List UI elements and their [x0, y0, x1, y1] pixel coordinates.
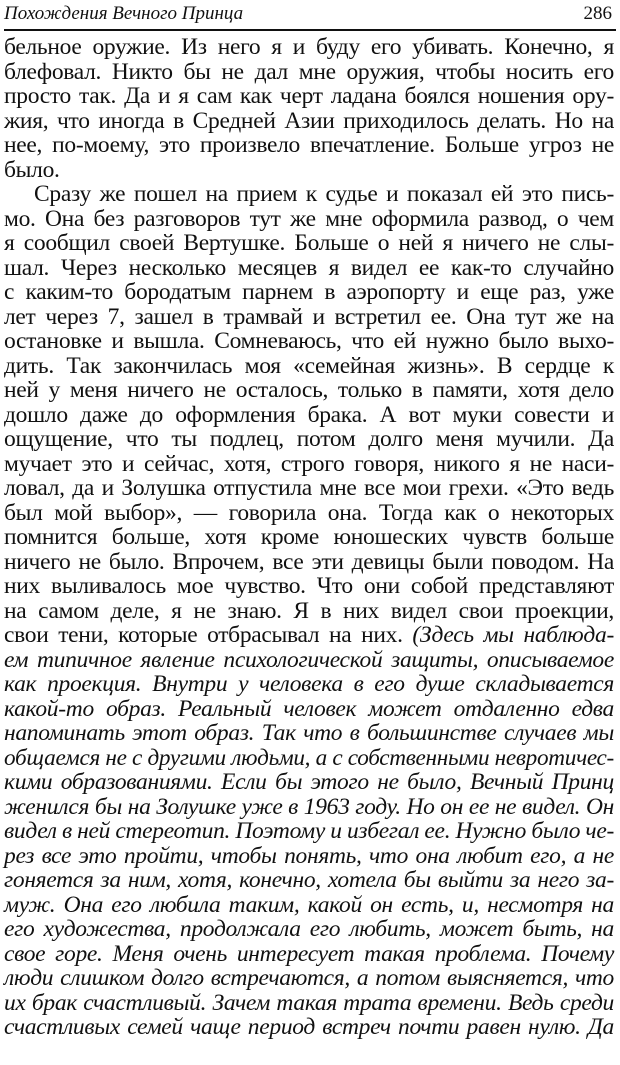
- text-line: [4, 795, 614, 820]
- page-number: 286: [583, 3, 612, 24]
- text-line-content: люди слишком долго встречаются, а потом выясняется, что: [4, 965, 614, 991]
- text-line: [4, 501, 614, 526]
- text-line-content: ем типичное явление психологической защиты, описываемое: [4, 646, 614, 673]
- text-line-content: счастливых семей чаще период встреч почти равен нулю. Да: [4, 1014, 614, 1040]
- running-title: Похождения Вечного Принца: [4, 3, 244, 24]
- text-line: [4, 35, 614, 60]
- text-line-content: как проекция. Внутри у человека в его душе складывается: [4, 671, 614, 697]
- text-line: [4, 525, 614, 550]
- text-line: [4, 844, 614, 869]
- text-line-content: их брак счастливый. Зачем такая трата времени. Ведь среди: [4, 989, 614, 1016]
- text-line-content: рез все это пройти, чтобы понять, что она любит его, а не: [4, 842, 614, 869]
- body-text: [4, 35, 614, 1040]
- text-line: [4, 868, 614, 893]
- text-line: [4, 329, 614, 354]
- text-line: [4, 231, 614, 256]
- text-line: [4, 476, 614, 501]
- text-line: [4, 574, 614, 599]
- text-line: [4, 599, 614, 624]
- text-line: [4, 109, 614, 134]
- text-line-content: нее, по-моему, это произвело впечатление. Больше угроз не: [4, 132, 614, 158]
- text-line-content: блефовал. Никто бы не дал мне оружия, чтобы носить его: [4, 58, 614, 85]
- text-line: [4, 452, 614, 477]
- text-line-content: шал. Через несколько месяцев я видел ее как-то случайно: [4, 254, 614, 281]
- text-line: [4, 133, 614, 158]
- text-line-content: помнится больше, хотя кроме юношеских чувств больше: [4, 524, 614, 550]
- text-line-content: гоняется за ним, хотя, конечно, хотела бы выйти за него за-: [4, 867, 614, 893]
- text-line: [4, 746, 614, 771]
- text-line-content: лет через 7, зашел в трамвай и встретил ее. Она тут же на: [4, 303, 614, 330]
- text-line-content: свое горе. Меня очень интересует такая проблема. Почему: [4, 940, 614, 967]
- text-line: [4, 354, 614, 379]
- text-line-content: жия, что иногда в Средней Азии приходилось делать. Но на: [4, 107, 614, 134]
- text-line-content: дошло даже до оформления брака. А вот муки совести и: [4, 401, 614, 428]
- text-line: [4, 672, 614, 697]
- text-line-italic-tail: (Здесь мы наблюда-: [402, 622, 614, 648]
- text-line-content: свои тени, которые отбрасывал на них.: [4, 622, 403, 648]
- text-line-content: ощущение, что ты подлец, потом долго меня мучили. Да: [4, 426, 614, 452]
- text-line: [4, 991, 614, 1016]
- text-line-content: его художества, продолжала его любить, может быть, на: [4, 916, 614, 942]
- text-line: [4, 550, 614, 575]
- text-line-content: Сразу же пошел на прием к судье и показал ей это пись-: [34, 181, 614, 207]
- text-line: [4, 819, 614, 844]
- text-line-content: видел в ней стереотип. Поэтому и избегал ее. Нужно было че-: [4, 818, 614, 844]
- text-line: [4, 697, 614, 722]
- text-line-content: просто так. Да и я сам как черт ладана боялся ношения ору-: [4, 83, 614, 109]
- text-line-content: бельное оружие. Из него я и буду его убивать. Конечно, я: [4, 34, 614, 60]
- text-line: [4, 1015, 614, 1040]
- text-line-content: я сообщил своей Вертушке. Больше о ней я ничего не слы-: [4, 230, 614, 256]
- text-line-content: муж. Она его любила таким, какой он есть, и, несмотря на: [4, 891, 614, 918]
- header-rule: [4, 29, 616, 31]
- text-line-content: был мой выбор», — говорила она. Тогда как о некоторых: [4, 499, 614, 526]
- text-line-content: мучает это и сейчас, хотя, строго говоря, никого я не наси-: [4, 450, 614, 477]
- text-line-content: остановке и вышла. Сомневаюсь, что ей нужно было выхо-: [4, 328, 614, 354]
- text-line: [4, 207, 614, 232]
- text-line-content: мо. Она без разговоров тут же мне оформила развод, о чем: [4, 205, 614, 232]
- text-line-content: было.: [4, 156, 60, 183]
- text-line: [4, 182, 614, 207]
- text-line: [4, 893, 614, 918]
- text-line: [4, 84, 614, 109]
- running-header: [4, 0, 616, 30]
- text-line: [4, 427, 614, 452]
- text-line: [4, 305, 614, 330]
- text-line: [4, 280, 614, 305]
- text-line: [4, 378, 614, 403]
- text-line-content: кими образованиями. Если бы этого не было, Вечный Принц: [4, 769, 614, 795]
- text-line: [4, 256, 614, 281]
- text-line-content: них выливалось мое чувство. Что они собой представляют: [4, 573, 614, 599]
- text-line-content: на самом деле, я не знаю. Я в них видел свои проекции,: [4, 597, 614, 624]
- text-line: [4, 721, 614, 746]
- text-line: [4, 60, 614, 85]
- text-line: [4, 158, 614, 183]
- text-line: [4, 623, 614, 648]
- text-line: [4, 966, 614, 991]
- text-line: [4, 770, 614, 795]
- text-line-content: какой-то образ. Реальный человек может отдаленно едва: [4, 695, 614, 722]
- text-line-content: общаемся не с другими людьми, а с собственными невротичес-: [4, 744, 614, 771]
- text-line: [4, 917, 614, 942]
- text-line-content: женился бы на Золушке уже в 1963 году. Но он ее не видел. Он: [4, 793, 614, 820]
- text-line: [4, 648, 614, 673]
- text-line: [4, 403, 614, 428]
- text-line-content: напоминать этот образ. Так что в большинстве случаев мы: [4, 720, 614, 746]
- text-line-content: ловал, да и Золушка отпустила мне все мои грехи. «Это ведь: [4, 475, 614, 501]
- text-line-content: ней у меня ничего не осталось, только в памяти, хотя дело: [4, 377, 614, 403]
- text-line-content: ничего не было. Впрочем, все эти девицы были поводом. На: [4, 548, 614, 575]
- text-line: [4, 942, 614, 967]
- text-line-content: дить. Так закончилась моя «семейная жизнь». В сердце к: [4, 352, 614, 379]
- text-line-content: с каким-то бородатым парнем в аэропорту и еще раз, уже: [4, 279, 614, 305]
